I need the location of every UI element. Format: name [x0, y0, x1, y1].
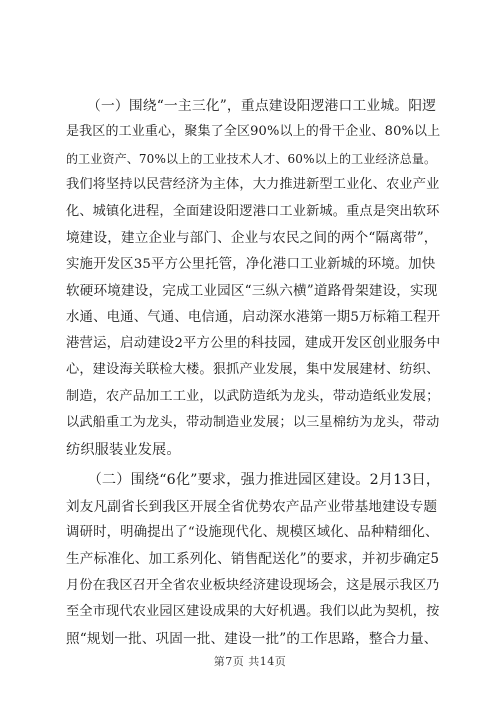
text-line: （一）围绕“一主三化”，重点建设阳逻港口工业城。阳逻	[66, 98, 437, 114]
text-line: 港营运，启动建设2平方公里的科技园，建成开发区创业服务中	[66, 335, 441, 351]
text-line: 以武船重工为龙头，带动制造业发展；以三星棉纺为龙头，带动	[66, 415, 440, 431]
text-line: 照“规划一批、巩固一批、建设一批”的工作思路，整合力量、	[66, 630, 438, 647]
text-line: 纺织服装业发展。	[66, 441, 181, 458]
paragraph-1	[66, 93, 440, 463]
page-number-footer: 第7页 共14页	[213, 655, 287, 668]
text-line: 我们将坚持以民营经济为主体，大力推进新型工业化、农业产业	[66, 177, 440, 193]
text-line: 心，建设海关联检大楼。狠抓产业发展，集中发展建材、纺织、	[66, 362, 440, 378]
text-line: （二）围绕“6化”要求，强力推进园区建设。2月13日，	[66, 472, 441, 489]
text-line: 刘友凡副省长到我区开展全省优势农产品产业带基地建设专题	[66, 498, 438, 515]
text-line: 化、城镇化进程，全面建设阳逻港口工业新城。重点是突出软环	[66, 203, 440, 219]
text-line: 软硬环境建设，完成工业园区“三纵六横”道路骨架建设，实现	[66, 283, 438, 300]
text-line: 的工业资产、70%以上的工业技术人才、60%以上的工业经济总量。	[66, 151, 437, 166]
paragraph-2	[66, 467, 440, 652]
text-line: 境建设，建立企业与部门、企业与农民之间的两个“隔离带”，	[66, 230, 438, 247]
text-line: 月份在我区召开全省农业板块经济建设现场会，这是展示我区乃	[66, 577, 440, 593]
text-line: 至全市现代农业园区建设成果的大好机遇。我们以此为契机，按	[66, 604, 440, 620]
document-body	[66, 93, 440, 652]
text-line: 是我区的工业重心，聚集了全区90%以上的骨干企业、80%以上	[66, 124, 441, 140]
text-line: 调研时，明确提出了“设施现代化、规模区域化、品种精细化、	[66, 525, 439, 540]
text-line: 生产标准化、加工系列化、销售配送化”的要求，并初步确定5	[66, 551, 440, 568]
text-line: 水通、电通、气通、电信通，启动深水港第一期5万标箱工程开	[66, 309, 441, 325]
text-line: 制造，农产品加工工业，以武防造纸为龙头，带动造纸业发展；	[66, 388, 440, 404]
text-line: 实施开发区35平方公里托管，净化港口工业新城的环境。加快	[66, 256, 436, 272]
